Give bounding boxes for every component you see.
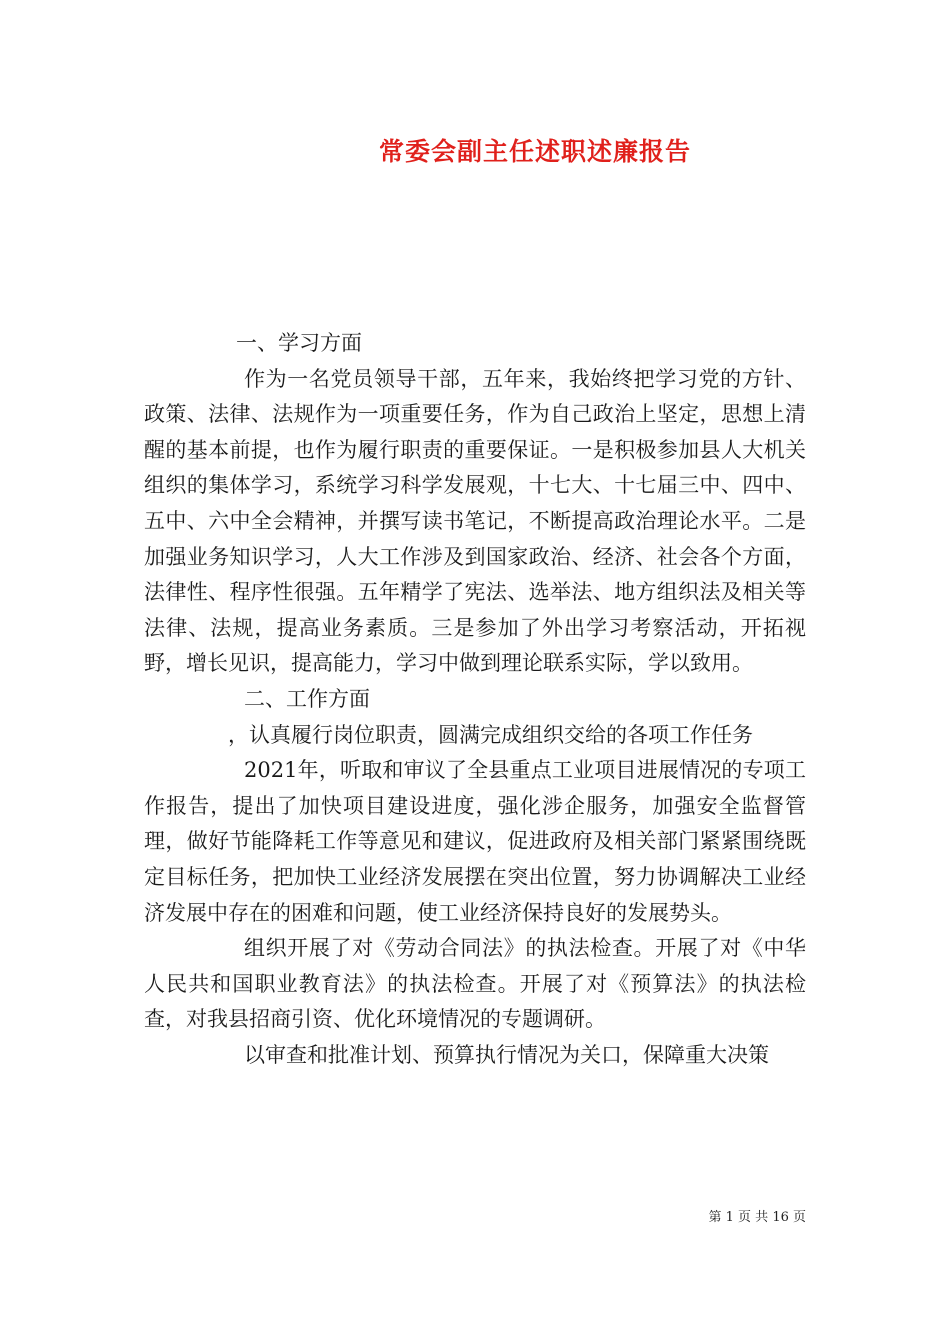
section-heading-work: 二、工作方面 xyxy=(244,686,370,711)
document-body xyxy=(144,326,806,1073)
paragraph-study: 作为一名党员领导干部，五年来，我始终把学习党的方针、政策、法律、法规作为一项重要任务，作为自己政治上坚定，思想上清醒的基本前提，也作为履行职责的重要保证。一是积极参加县人大机关组织的集体学习，系统学习科学发展观，十七大、十七届三中、四中、五中、六中全会精神，并撰写读书笔记，不断提高政治理论水平。二是加强业务知识学习，人大工作涉及到国家政治、经济、社会各个方面，法律性、程序性很强。五年精学了宪法、选举法、地方组织法及相关等法律、法规，提高业务素质。三是参加了外出学习考察活动，开拓视野，增长见识，提高能力，学习中做到理论联系实际，学以致用。 xyxy=(144,366,806,676)
paragraph-work-lead: ，认真履行岗位职责，圆满完成组织交给的各项工作任务 xyxy=(228,722,753,747)
page-number-footer: 第 1 页 共 16 页 xyxy=(708,1210,806,1225)
document-title: 常委会副主任述职述廉报告 xyxy=(378,137,691,166)
paragraph-law-inspection: 组织开展了对《劳动合同法》的执法检查。开展了对《中华人民共和国职业教育法》的执法检查。开展了对《预算法》的执法检查，对我县招商引资、优化环境情况的专题调研。 xyxy=(144,936,806,1032)
section-heading-study: 一、学习方面 xyxy=(236,331,362,355)
paragraph-work-2021: 2021年，听取和审议了全县重点工业项目进展情况的专项工作报告，提出了加快项目建设进度，强化涉企服务，加强安全监督管理，做好节能降耗工作等意见和建议，促进政府及相关部门紧紧围绕既定目标任务，把加快工业经济发展摆在突出位置，努力协调解决工业经济发展中存在的困难和问题，使工业经济保持良好的发展势头。 xyxy=(144,758,806,925)
paragraph-budget-review: 以审查和批准计划、预算执行情况为关口，保障重大决策 xyxy=(244,1042,769,1067)
